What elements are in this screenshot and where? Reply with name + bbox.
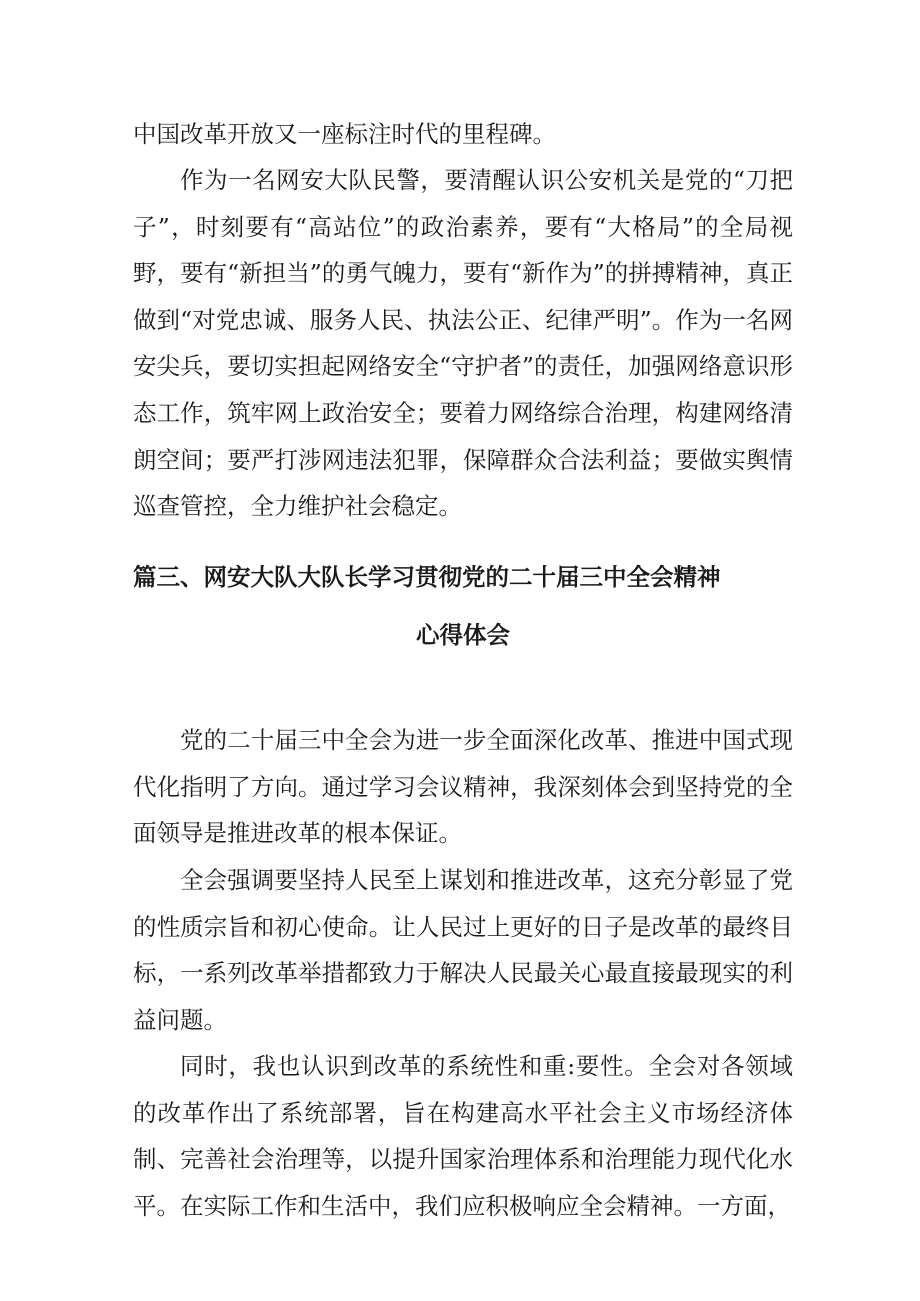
paragraph-intro: 党的二十届三中全会为进一步全面深化改革、推进中国式现代化指明了方向。通过学习会议精神，我深刻体会到坚持党的全面领导是推进改革的根本保证。 bbox=[133, 726, 793, 848]
paragraph-continuation: 中国改革开放又一座标注时代的里程碑。 bbox=[133, 120, 556, 148]
section-title-line1: 篇三、网安大队大队长学习贯彻党的二十届三中全会精神 bbox=[133, 563, 721, 591]
paragraph-police-duty: 作为一名网安大队民警，要清醒认识公安机关是党的“刀把子”，时刻要有“高站位”的政治素养，要有“大格局”的全局视野，要有“新担当”的勇气魄力，要有“新作为”的拼搏精神，真正做到“对党忠诚、服务人民、执法公正、纪律严明”。作为一名网安尖兵，要切实担起网络安全“守护者”的责任，加强网络意识形态工作，筑牢网上政治安全；要着力网络综合治理，构建网络清朗空间；要严打涉网违法犯罪，保障群众合法利益；要做实舆情巡查管控，全力维护社会稳定。 bbox=[133, 166, 793, 521]
paragraph-systematic-reform: 同时，我也认识到改革的系统性和重:要性。全会对各领域的改革作出了系统部署，旨在构建高水平社会主义市场经济体制、完善社会治理等，以提升国家治理体系和治理能力现代化水平。 bbox=[133, 1052, 793, 1220]
section-title-line2: 心得体会 bbox=[416, 621, 510, 649]
paragraph-people-first: 全会强调要坚持人民至上谋划和推进改革，这充分彰显了党的性质宗旨和初心使命。让人民过上更好的日子是改革的最终目标，一系列改革举措都致力于解决人民最关心最直接最现实的利益问题。 bbox=[133, 866, 793, 1034]
paragraph-practice: 在实际工作和生活中，我们应积极响应全会精神。一方面， bbox=[180, 1192, 791, 1220]
